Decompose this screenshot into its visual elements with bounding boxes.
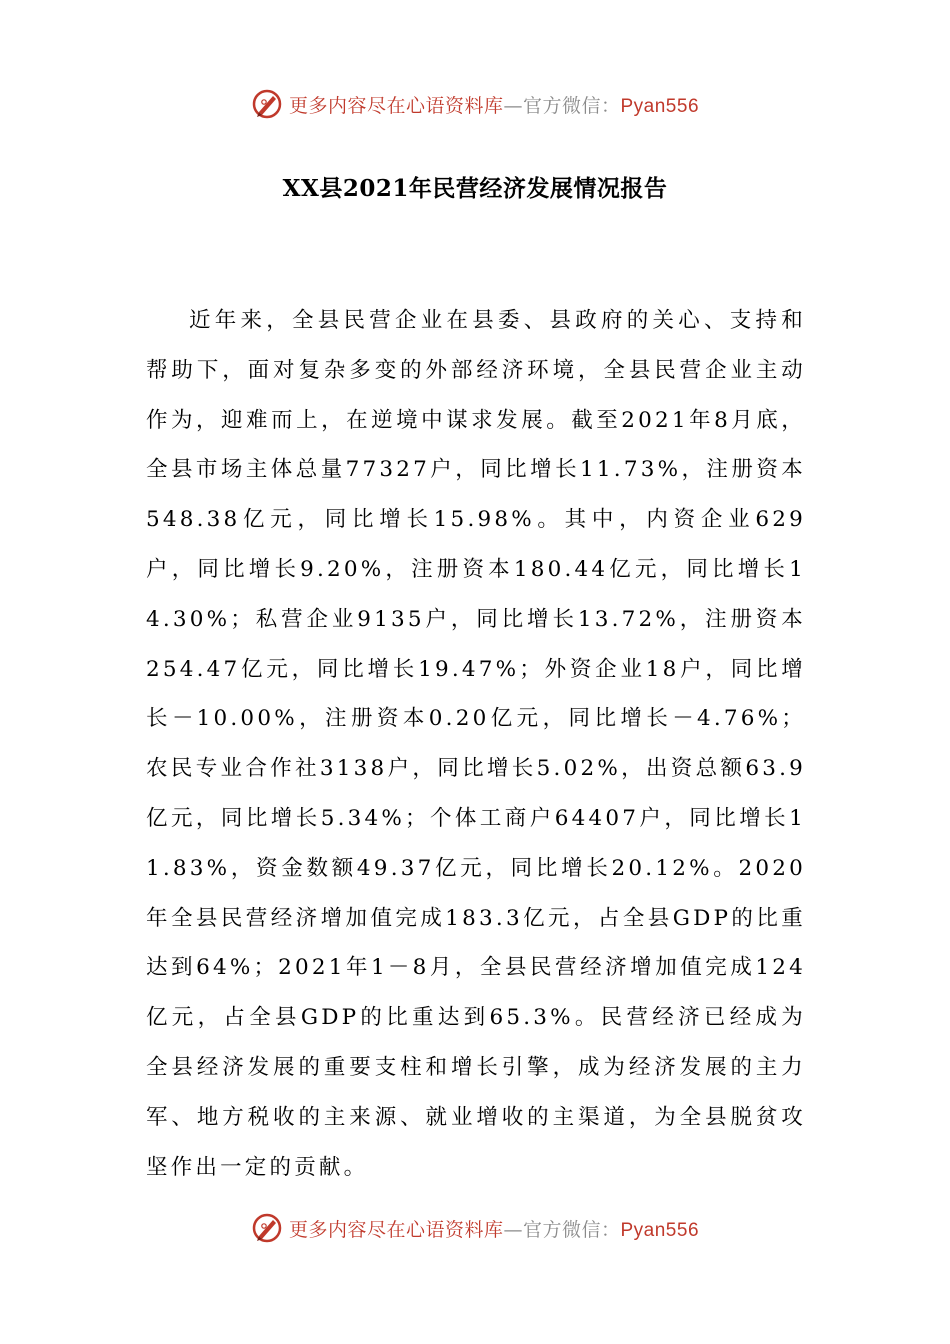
footer-watermark-text [289, 1215, 699, 1242]
banner-promo-text: 更多内容尽在心语资料库 [288, 1218, 504, 1241]
banner-official-label: —官方微信： [503, 94, 621, 117]
banner-wechat-id: Pyan556 [620, 1219, 700, 1241]
banner-promo-text: 更多内容尽在心语资料库 [288, 94, 504, 117]
header-watermark-content [251, 88, 699, 120]
footer-watermark-content [251, 1212, 699, 1244]
document-title: XX县2021年民营经济发展情况报告 [282, 175, 668, 202]
pen-logo-icon [251, 88, 283, 120]
document-paragraph: 近年来，全县民营企业在县委、县政府的关心、支持和帮助下，面对复杂多变的外部经济环境，全县民营企业主动作为，迎难而上，在逆境中谋求发展。截至2021年8月底，全县市场主体总量77327户，同比增长11.73%，注册资本548.38亿元，同比增长15.98%。其中，内资企业629户，同比增长9.20%，注册资本180.44亿元，同比增长14.30%；私营企业9135户，同比增长13.72%，注册资本254.47亿元，同比增长19.47%；外资企业18户，同比增长－10.00%，注册资本0.20亿元，同比增长－4.76%；农民专业合作社3138户，同比增长5.02%，出资总额63.9亿元，同比增长5.34%；个体工商户64407户，同比增长11.83%，资金数额49.37亿元，同比增长20.12%。2020年全县民营经济增加值完成183.3亿元，占全县GDP的比重达到64%；2021年1－8月，全县民营经济增加值完成124亿元，占全县GDP的比重达到65.3%。民营经济已经成为全县经济发展的重要支柱和增长引擎，成为经济发展的主力军、地方税收的主来源、就业增收的主渠道，为全县脱贫攻坚作出一定的贡献。 [146, 308, 806, 1180]
pen-logo-icon [251, 1212, 283, 1244]
footer-watermark-banner [0, 1208, 950, 1248]
banner-official-label: —官方微信： [503, 1218, 621, 1241]
banner-wechat-id: Pyan556 [620, 95, 700, 117]
header-watermark-banner [0, 84, 950, 124]
header-watermark-text [289, 91, 699, 118]
